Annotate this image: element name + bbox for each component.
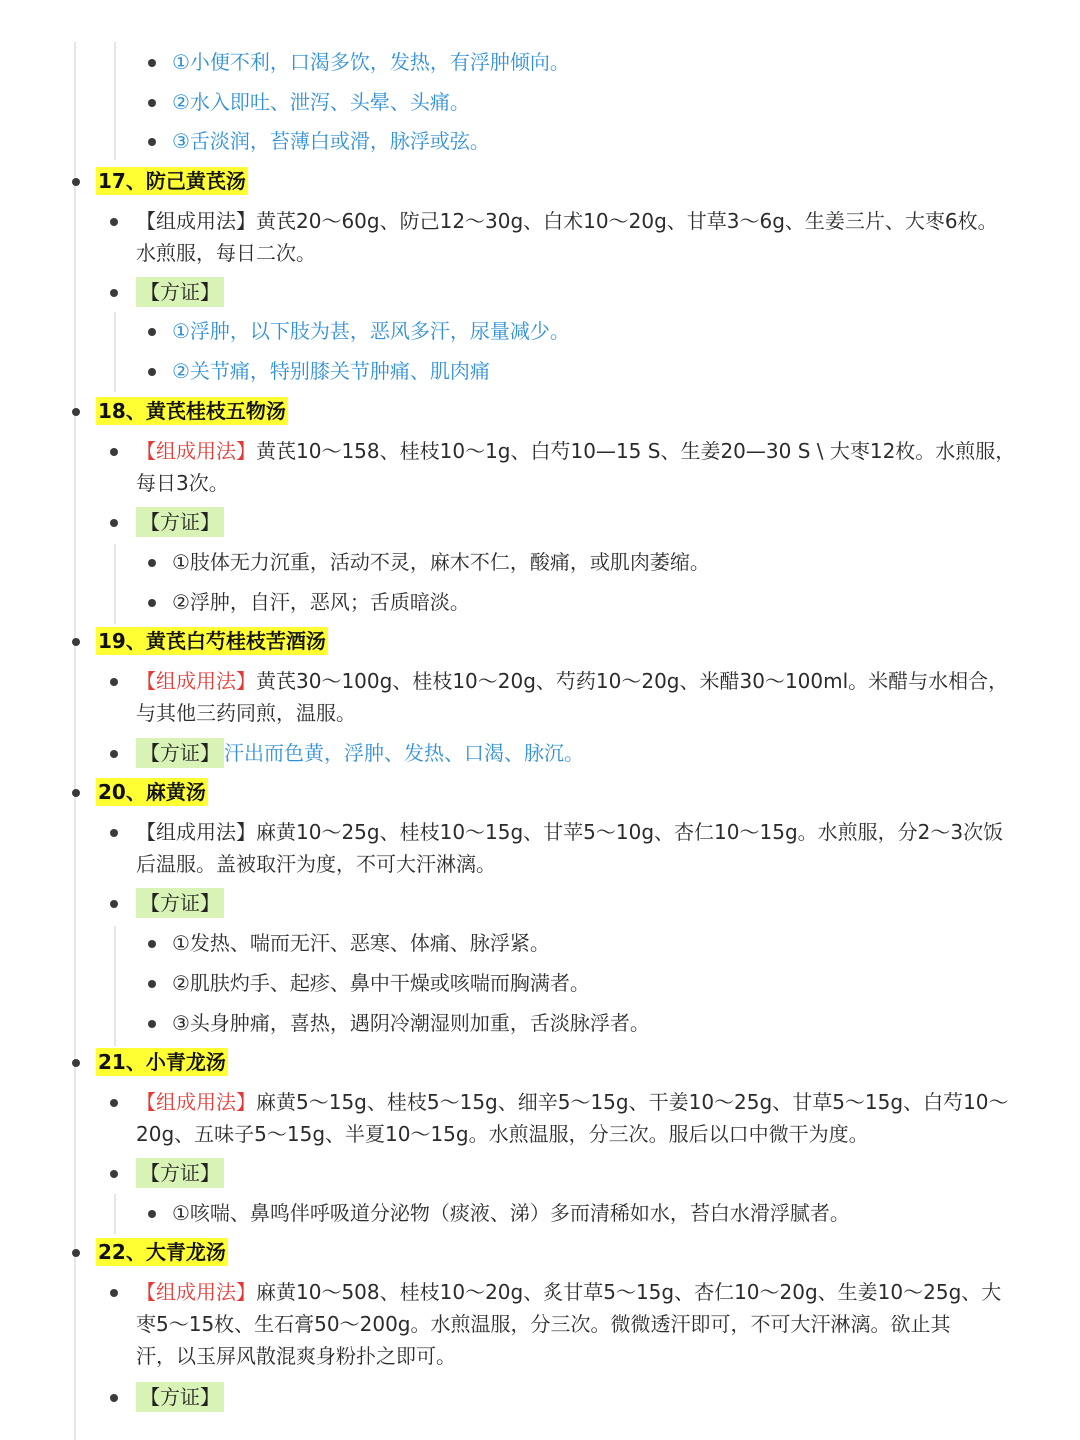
fangzheng-label: 【方证】 [136,887,224,919]
sub-guide-line [114,312,116,392]
bullet-icon [110,1099,118,1107]
bullet-icon [148,559,156,567]
list-item-continuation: 与其他三药同煎，温服。 [136,701,356,725]
list-item: 【组成用法】麻黄10～508、桂枝10～20g、炙甘草5～15g、杏仁10～20g、生姜10～25g、大 [136,1280,1002,1304]
bullet-icon [148,599,156,607]
bullet-icon [110,1394,118,1402]
bullet-icon [110,829,118,837]
list-item-continuation: 20g、五味子5～15g、半夏10～15g。水煎温服，分三次。服后以口中微干为度。 [136,1122,869,1146]
bullet-icon [72,408,80,416]
section-heading: 20、麻黄汤 [98,780,206,804]
list-item: ③头身肿痛，喜热，遇阴冷潮湿则加重，舌淡脉浮者。 [172,1011,650,1035]
sub-guide-line [114,544,116,624]
fangzheng-label: 【方证】 [136,276,224,308]
list-item: ①浮肿，以下肢为甚，恶风多汗，尿量减少。 [172,319,570,343]
bullet-icon [110,448,118,456]
list-item-continuation: 枣5～15枚、生石膏50～200g。水煎温服，分三次。微微透汗即可，不可大汗淋漓。欲止其 [136,1312,951,1336]
section-heading: 18、黄芪桂枝五物汤 [98,399,286,423]
list-item: 【组成用法】麻黄10～25g、桂枝10～15g、甘苹5～10g、杏仁10～15g。水煎服，分2～3次饭 [136,820,1004,844]
list-item: ①小便不利，口渴多饮，发热，有浮肿倾向。 [172,50,570,74]
bullet-icon [148,1210,156,1218]
sub-guide-line [114,1194,116,1234]
list-item-continuation: 汗，以玉屏风散混爽身粉扑之即可。 [136,1344,456,1368]
bullet-icon [72,638,80,646]
list-item: 【组成用法】黄芪20～60g、防己12～30g、白术10～20g、甘草3～6g、生姜三片、大枣6枚。 [136,209,998,233]
list-item: 【组成用法】麻黄5～15g、桂枝5～15g、细辛5～15g、干姜10～25g、甘草5～15g、白芍10～ [136,1090,1009,1114]
bullet-icon [148,980,156,988]
fangzheng-label: 【方证】 [136,506,224,538]
outline-guide-line [74,42,76,1440]
list-item: ①发热、喘而无汗、恶寒、体痛、脉浮紧。 [172,931,550,955]
section-heading: 17、防己黄芪汤 [98,169,246,193]
bullet-icon [148,59,156,67]
section-heading: 21、小青龙汤 [98,1050,226,1074]
bullet-icon [148,368,156,376]
list-item: ①咳喘、鼻鸣伴呼吸道分泌物（痰液、涕）多而清稀如水，苔白水滑浮腻者。 [172,1201,850,1225]
bullet-icon [110,519,118,527]
list-item: ①肢体无力沉重，活动不灵，麻木不仁，酸痛，或肌肉萎缩。 [172,550,710,574]
bullet-icon [148,940,156,948]
list-item-continuation: 每日3次。 [136,471,229,495]
fangzheng-label: 【方证】 [136,1381,224,1413]
bullet-icon [148,138,156,146]
list-item: 【组成用法】黄芪30～100g、桂枝10～20g、芍药10～20g、米醋30～100ml。米醋与水相合， [136,669,1009,693]
list-item: 【组成用法】黄芪10～158、桂枝10～1g、白芍10—15 S、生姜20—30 S \ 大枣12枚。水煎服， [136,439,1016,463]
section-heading: 22、大青龙汤 [98,1240,226,1264]
list-item: ③舌淡润，苔薄白或滑，脉浮或弦。 [172,129,490,153]
bullet-icon [148,99,156,107]
list-item: ②水入即吐、泄泻、头晕、头痛。 [172,90,470,114]
bullet-icon [110,1170,118,1178]
bullet-icon [148,1020,156,1028]
sub-guide-line [114,926,116,1046]
bullet-icon [110,750,118,758]
list-item: ②关节痛，特别膝关节肿痛、肌肉痛 [172,359,490,383]
list-item-continuation: 水煎服，每日二次。 [136,241,316,265]
fangzheng-item: 【方证】 汗出而色黄，浮肿、发热、口渴、脉沉。 [136,737,584,769]
bullet-icon [110,900,118,908]
bullet-icon [72,1059,80,1067]
bullet-icon [148,328,156,336]
fangzheng-label: 【方证】 [136,1157,224,1189]
list-item: ②浮肿，自汗，恶风；舌质暗淡。 [172,590,470,614]
list-item: ②肌肤灼手、起疹、鼻中干燥或咳喘而胸满者。 [172,971,590,995]
bullet-icon [110,1289,118,1297]
bullet-icon [110,289,118,297]
bullet-icon [72,1249,80,1257]
section-heading: 19、黄芪白芍桂枝苦酒汤 [98,629,326,653]
bullet-icon [72,789,80,797]
bullet-icon [110,218,118,226]
bullet-icon [72,178,80,186]
sub-guide-line [114,42,116,160]
bullet-icon [110,678,118,686]
list-item-continuation: 后温服。盖被取汗为度，不可大汗淋漓。 [136,852,496,876]
